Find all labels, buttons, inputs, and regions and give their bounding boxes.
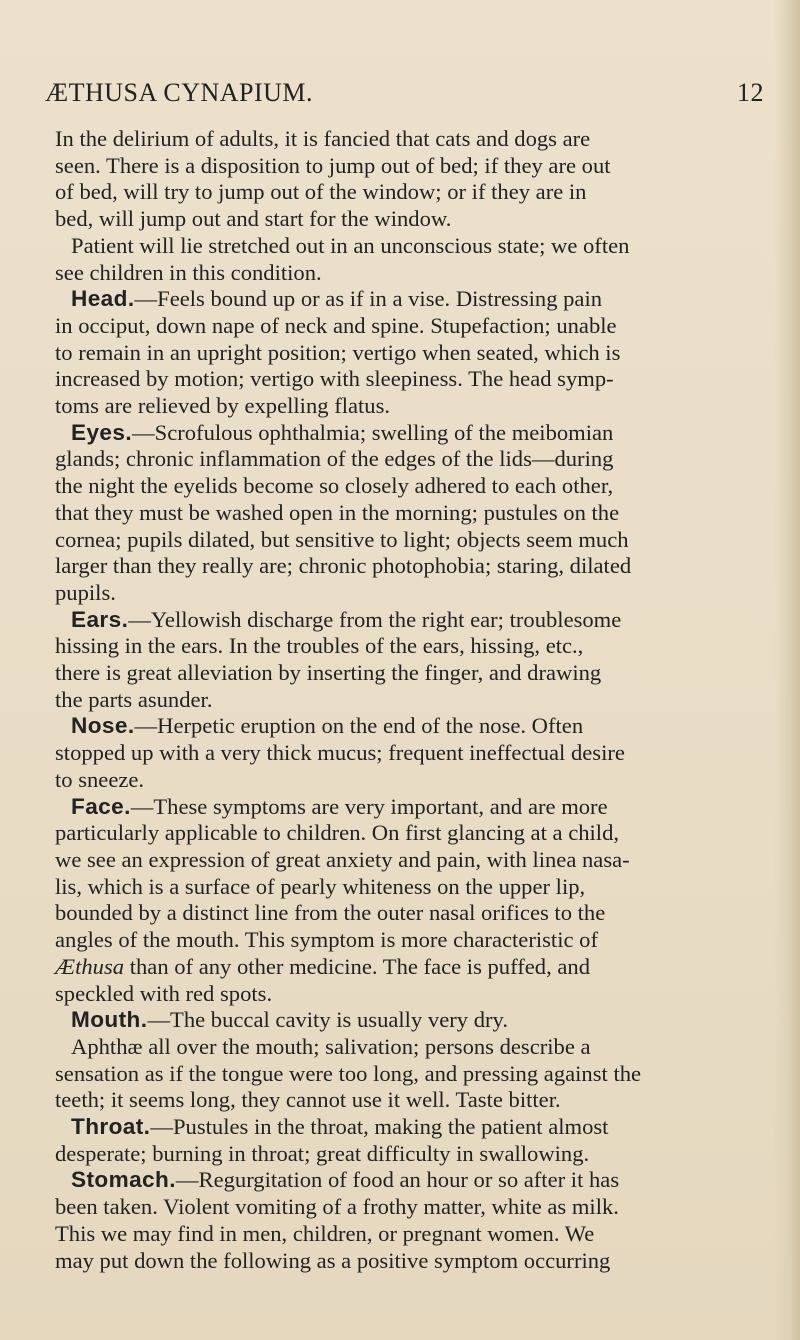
text-line: larger than they really are; chronic photophobia; staring, dilated <box>55 553 632 579</box>
text-line: the night the eyelids become so closely adhered to each other, <box>55 473 614 499</box>
text-line: Head.—Feels bound up or as if in a vise. Distressing pain <box>71 286 603 312</box>
text-line: toms are relieved by expelling flatus. <box>55 393 391 419</box>
text-line: may put down the following as a positive symptom occurring <box>55 1247 611 1273</box>
text-line: bed, will jump out and start for the window. <box>55 206 452 232</box>
section-heading-head: Head. <box>71 286 135 312</box>
text-line: teeth; it seems long, they cannot use it well. Taste bitter. <box>55 1087 561 1113</box>
text-line: been taken. Violent vomiting of a frothy matter, white as milk. <box>55 1194 619 1220</box>
text-line: of bed, will try to jump out of the window; or if they are in <box>55 179 587 205</box>
text-line: angles of the mouth. This symptom is more characteristic of <box>55 927 598 953</box>
text-line: see children in this condition. <box>55 259 322 285</box>
page-number: 12 <box>737 78 764 107</box>
text-line: Aphthæ all over the mouth; salivation; persons describe a <box>71 1033 591 1059</box>
text-line: to sneeze. <box>55 766 145 792</box>
text-line: Stomach.—Regurgitation of food an hour or so after it has <box>71 1167 620 1193</box>
text-line: seen. There is a disposition to jump out of bed; if they are out <box>55 152 611 178</box>
text-line: In the delirium of adults, it is fancied that cats and dogs are <box>55 126 591 151</box>
section-heading-nose: Nose. <box>71 713 135 739</box>
text-line: Æthusa than of any other medicine. The face is puffed, and <box>55 953 590 979</box>
text-line: stopped up with a very thick mucus; frequent ineffectual desire <box>55 740 625 766</box>
text-line: Ears.—Yellowish discharge from the right ear; troublesome <box>71 606 622 632</box>
text-line: Eyes.—Scrofulous ophthalmia; swelling of the meibomian <box>71 419 614 445</box>
section-heading-eyes: Eyes. <box>71 419 133 445</box>
text-line: to remain in an upright position; vertigo when seated, which is <box>55 339 621 365</box>
text-line: Face.—These symptoms are very important, and are more <box>71 793 608 819</box>
text-line: cornea; pupils dilated, but sensitive to light; objects seem much <box>55 526 629 552</box>
section-heading-throat: Throat. <box>71 1114 151 1140</box>
text-line: sensation as if the tongue were too long, and pressing against the <box>55 1060 642 1086</box>
text-line: particularly applicable to children. On first glancing at a child, <box>55 820 620 846</box>
text-line: hissing in the ears. In the troubles of the ears, hissing, etc., <box>55 633 584 659</box>
text-line: speckled with red spots. <box>55 980 273 1006</box>
section-heading-mouth: Mouth. <box>71 1007 148 1033</box>
text-line: we see an expression of great anxiety and pain, with linea nasa- <box>55 846 630 872</box>
text-line: lis, which is a surface of pearly whiteness on the upper lip, <box>55 873 586 899</box>
running-header <box>45 78 764 108</box>
body-text <box>55 126 767 1274</box>
italic-remedy-name: Æthusa <box>55 953 125 979</box>
text-line: This we may find in men, children, or pregnant women. We <box>55 1220 595 1246</box>
text-line: glands; chronic inflammation of the edges of the lids—during <box>55 446 614 472</box>
section-heading-ears: Ears. <box>71 606 129 632</box>
text-line: Patient will lie stretched out in an unconscious state; we often <box>71 232 630 258</box>
section-heading-stomach: Stomach. <box>71 1167 176 1193</box>
text-line: that they must be washed open in the morning; pustules on the <box>55 499 620 525</box>
text-line: Nose.—Herpetic eruption on the end of the nose. Often <box>71 713 584 739</box>
text-line: there is great alleviation by inserting the finger, and drawing <box>55 660 602 686</box>
text-line: desperate; burning in throat; great difficulty in swallowing. <box>55 1140 590 1166</box>
text-line: increased by motion; vertigo with sleepiness. The head symp- <box>55 366 614 392</box>
text-line: Throat.—Pustules in the throat, making the patient almost <box>71 1114 609 1140</box>
page-edge-shadow <box>774 0 800 1340</box>
text-line: the parts asunder. <box>55 686 213 712</box>
text-line: in occiput, down nape of neck and spine. Stupefaction; unable <box>55 312 617 338</box>
running-title: ÆTHUSA CYNAPIUM. <box>45 78 314 107</box>
text-line: pupils. <box>55 579 116 605</box>
text-line: Mouth.—The buccal cavity is usually very dry. <box>71 1007 508 1033</box>
text-line: bounded by a distinct line from the outer nasal orifices to the <box>55 900 606 926</box>
section-heading-face: Face. <box>71 793 131 819</box>
